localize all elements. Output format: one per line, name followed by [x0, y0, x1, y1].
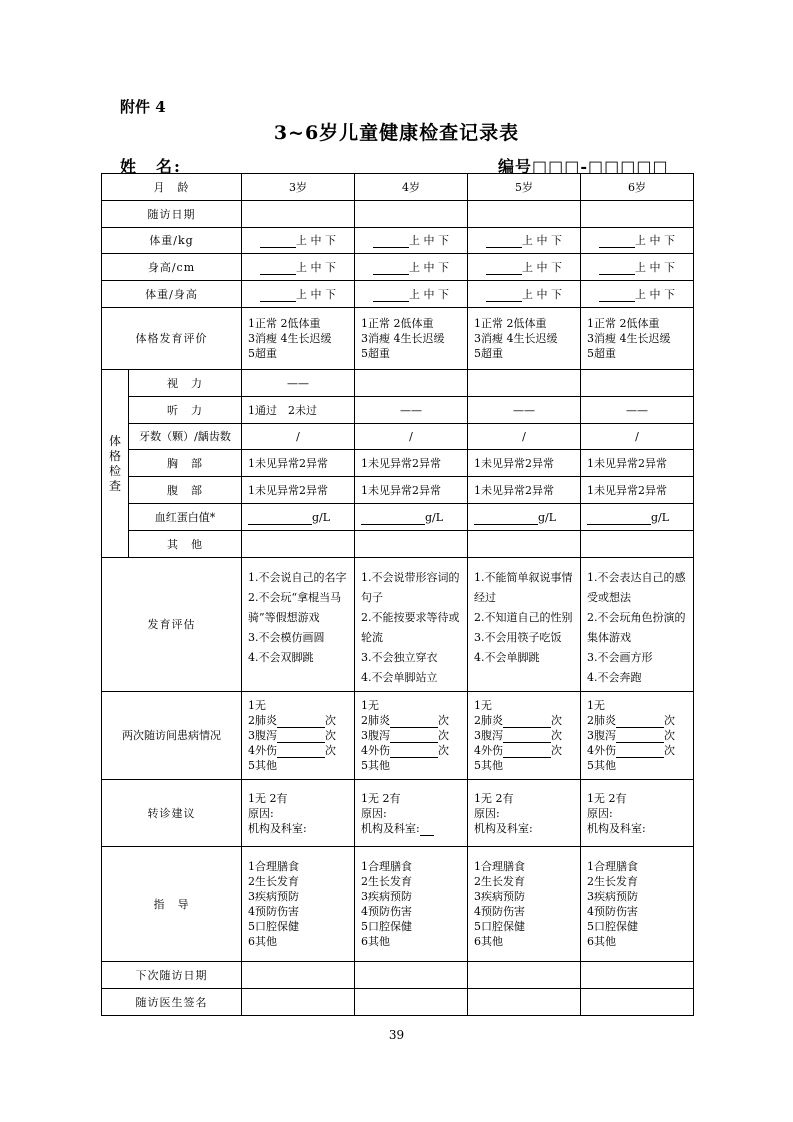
growth-option: 1正常 2低体重 [361, 317, 434, 330]
chest-cell[interactable]: 1未见异常2异常 [355, 450, 468, 477]
other-exam-label: 其 他 [129, 531, 242, 558]
chest-cell[interactable]: 1未见异常2异常 [468, 450, 581, 477]
illness-cell[interactable]: 1无 2肺炎 次 3腹泻 次 4外伤 次 5其他 [242, 692, 355, 780]
weight-height-cell[interactable] [355, 281, 468, 308]
vision-cell[interactable] [355, 370, 468, 397]
weight-height-row [102, 281, 694, 308]
referral-cell[interactable]: 1无 2有 原因: 机构及科室: [355, 780, 468, 847]
weight-height-blank[interactable] [599, 289, 635, 302]
next-visit-cell[interactable] [242, 962, 355, 989]
growth-option: 3消瘦 4生长迟缓 [474, 332, 558, 345]
hemoglobin-blank[interactable] [587, 512, 651, 525]
level-options: 上 中 下 [522, 234, 562, 247]
growth-option: 5超重 [587, 347, 616, 360]
height-blank[interactable] [373, 262, 409, 275]
growth-option: 5超重 [474, 347, 503, 360]
next-visit-cell[interactable] [355, 962, 468, 989]
guidance-row [102, 847, 694, 962]
hemoglobin-cell[interactable] [242, 504, 355, 531]
illness-cell[interactable]: 1无 2肺炎 次 3腹泻 次 4外伤 次 5其他 [468, 692, 581, 780]
referral-row [102, 780, 694, 847]
other-exam-cell[interactable] [581, 531, 694, 558]
doctor-signature-cell[interactable] [355, 989, 468, 1016]
doctor-signature-cell[interactable] [581, 989, 694, 1016]
vision-cell[interactable] [581, 370, 694, 397]
teeth-label: 牙数（颗）/龋齿数 [129, 424, 242, 450]
hemoglobin-row [102, 504, 694, 531]
weight-height-cell[interactable] [242, 281, 355, 308]
referral-label: 转诊建议 [102, 780, 242, 847]
chest-row [102, 450, 694, 477]
development-cell[interactable]: 1.不会说自己的名字 2.不会玩“拿棍当马骑”等假想游戏 3.不会模仿画圆 4.不会双脚跳 [242, 558, 355, 692]
other-exam-row [102, 531, 694, 558]
height-cell[interactable] [581, 254, 694, 281]
growth-eval-cell[interactable] [355, 308, 468, 370]
teeth-cell[interactable]: / [581, 424, 694, 450]
hearing-cell[interactable]: —— [468, 397, 581, 424]
guidance-cell[interactable]: 1合理膳食 2生长发育 3疾病预防 4预防伤害 5口腔保健 6其他 [581, 847, 694, 962]
hemoglobin-cell[interactable] [581, 504, 694, 531]
chest-cell[interactable]: 1未见异常2异常 [242, 450, 355, 477]
guidance-cell[interactable]: 1合理膳食 2生长发育 3疾病预防 4预防伤害 5口腔保健 6其他 [468, 847, 581, 962]
growth-eval-label: 体格发育评价 [102, 308, 242, 370]
growth-option: 3消瘦 4生长迟缓 [587, 332, 671, 345]
hemoglobin-unit: g/L [538, 510, 557, 524]
development-cell[interactable]: 1.不会表达自己的感受或想法 2.不会玩角色扮演的集体游戏 3.不会画方形 4.不会奔跑 [581, 558, 694, 692]
hearing-cell[interactable]: 1通过 2未过 [242, 397, 355, 424]
growth-option: 1正常 2低体重 [248, 317, 321, 330]
code-label: 编号□□□-□□□□□ [498, 157, 669, 176]
doctor-signature-cell[interactable] [242, 989, 355, 1016]
teeth-cell[interactable]: / [355, 424, 468, 450]
level-options: 上 中 下 [522, 260, 562, 274]
doctor-signature-label: 随访医生签名 [102, 989, 242, 1016]
referral-cell[interactable]: 1无 2有 原因: 机构及科室: [581, 780, 694, 847]
height-cell[interactable] [242, 254, 355, 281]
abdomen-cell[interactable]: 1未见异常2异常 [581, 477, 694, 504]
level-options: 上 中 下 [409, 287, 449, 301]
illness-row [102, 692, 694, 780]
hemoglobin-cell[interactable] [355, 504, 468, 531]
other-exam-cell[interactable] [242, 531, 355, 558]
growth-eval-cell[interactable] [581, 308, 694, 370]
height-row [102, 254, 694, 281]
hearing-cell[interactable]: —— [355, 397, 468, 424]
age-5: 5岁 [468, 174, 581, 201]
age-3: 3岁 [242, 174, 355, 201]
weight-cell[interactable] [468, 228, 581, 254]
height-blank[interactable] [486, 262, 522, 275]
development-cell[interactable]: 1.不会说带形容词的句子 2.不能按要求等待或轮流 3.不会独立穿衣 4.不会单脚站立 [355, 558, 468, 692]
illness-cell[interactable]: 1无 2肺炎 次 3腹泻 次 4外伤 次 5其他 [355, 692, 468, 780]
hemoglobin-unit: g/L [651, 510, 670, 524]
growth-option: 1正常 2低体重 [587, 317, 660, 330]
weight-height-blank[interactable] [373, 289, 409, 302]
attachment-label: 附件 4 [120, 98, 166, 116]
level-options: 上 中 下 [296, 260, 336, 274]
next-visit-cell[interactable] [581, 962, 694, 989]
next-visit-cell[interactable] [468, 962, 581, 989]
growth-eval-cell[interactable] [468, 308, 581, 370]
level-options: 上 中 下 [409, 260, 449, 274]
chest-label: 胸 部 [129, 450, 242, 477]
level-options: 上 中 下 [635, 260, 675, 274]
growth-option: 1正常 2低体重 [474, 317, 547, 330]
visit-date-cell[interactable] [355, 201, 468, 228]
level-options: 上 中 下 [635, 234, 675, 247]
illness-label: 两次随访间患病情况 [102, 692, 242, 780]
growth-option: 5超重 [361, 347, 390, 360]
weight-row [102, 228, 694, 254]
age-row [102, 174, 694, 201]
growth-option: 5超重 [248, 347, 277, 360]
development-cell[interactable]: 1.不能简单叙说事情经过 2.不知道自己的性别 3.不会用筷子吃饭 4.不会单脚跳 [468, 558, 581, 692]
weight-cell[interactable] [242, 228, 355, 254]
height-label: 身高/cm [102, 254, 242, 281]
weight-height-blank[interactable] [260, 289, 296, 302]
next-visit-row [102, 962, 694, 989]
illness-cell[interactable]: 1无 2肺炎 次 3腹泻 次 4外伤 次 5其他 [581, 692, 694, 780]
vision-row [102, 370, 694, 397]
referral-cell[interactable]: 1无 2有 原因: 机构及科室: [468, 780, 581, 847]
name-label: 姓 名: [120, 157, 182, 176]
vision-cell[interactable]: —— [242, 370, 355, 397]
weight-blank[interactable] [486, 235, 522, 248]
hemoglobin-label: 血红蛋白值* [129, 504, 242, 531]
doctor-signature-row [102, 989, 694, 1016]
other-exam-cell[interactable] [355, 531, 468, 558]
vision-cell[interactable] [468, 370, 581, 397]
growth-eval-cell[interactable] [242, 308, 355, 370]
growth-eval-row [102, 308, 694, 370]
health-record-table [101, 173, 694, 1016]
abdomen-row [102, 477, 694, 504]
hearing-label: 听 力 [129, 397, 242, 424]
guidance-cell[interactable]: 1合理膳食 2生长发育 3疾病预防 4预防伤害 5口腔保健 6其他 [355, 847, 468, 962]
weight-blank[interactable] [373, 235, 409, 248]
vision-label: 视 力 [129, 370, 242, 397]
age-6: 6岁 [581, 174, 694, 201]
development-row [102, 558, 694, 692]
abdomen-label: 腹 部 [129, 477, 242, 504]
hemoglobin-blank[interactable] [361, 512, 425, 525]
chest-cell[interactable]: 1未见异常2异常 [581, 450, 694, 477]
hemoglobin-unit: g/L [312, 510, 331, 524]
weight-height-blank[interactable] [486, 289, 522, 302]
teeth-row [102, 424, 694, 450]
age-label: 月 龄 [102, 174, 242, 201]
visit-date-label: 随访日期 [102, 201, 242, 228]
weight-cell[interactable] [355, 228, 468, 254]
abdomen-cell[interactable]: 1未见异常2异常 [242, 477, 355, 504]
visit-date-cell[interactable] [242, 201, 355, 228]
abdomen-cell[interactable]: 1未见异常2异常 [355, 477, 468, 504]
hemoglobin-cell[interactable] [468, 504, 581, 531]
physical-exam-group-label: 体 格 检 查 [102, 370, 129, 558]
visit-date-cell[interactable] [468, 201, 581, 228]
other-exam-cell[interactable] [468, 531, 581, 558]
hemoglobin-blank[interactable] [474, 512, 538, 525]
visit-date-row [102, 201, 694, 228]
guidance-cell[interactable]: 1合理膳食 2生长发育 3疾病预防 4预防伤害 5口腔保健 6其他 [242, 847, 355, 962]
height-blank[interactable] [260, 262, 296, 275]
weight-height-cell[interactable] [468, 281, 581, 308]
weight-cell[interactable] [581, 228, 694, 254]
form-title: 3~6岁儿童健康检查记录表 [273, 122, 520, 144]
guidance-label: 指 导 [102, 847, 242, 962]
weight-height-label: 体重/身高 [102, 281, 242, 308]
hearing-cell[interactable]: —— [581, 397, 694, 424]
hearing-row [102, 397, 694, 424]
doctor-signature-cell[interactable] [468, 989, 581, 1016]
age-4: 4岁 [355, 174, 468, 201]
referral-cell[interactable]: 1无 2有 原因: 机构及科室: [242, 780, 355, 847]
weight-label: 体重/kg [102, 228, 242, 254]
growth-option: 3消瘦 4生长迟缓 [248, 332, 332, 345]
teeth-cell[interactable]: / [468, 424, 581, 450]
weight-height-cell[interactable] [581, 281, 694, 308]
level-options: 上 中 下 [296, 287, 336, 301]
weight-blank[interactable] [599, 235, 635, 248]
teeth-cell[interactable]: / [242, 424, 355, 450]
height-cell[interactable] [355, 254, 468, 281]
next-visit-label: 下次随访日期 [102, 962, 242, 989]
growth-option: 3消瘦 4生长迟缓 [361, 332, 445, 345]
abdomen-cell[interactable]: 1未见异常2异常 [468, 477, 581, 504]
height-cell[interactable] [468, 254, 581, 281]
visit-date-cell[interactable] [581, 201, 694, 228]
level-options: 上 中 下 [635, 287, 675, 301]
development-label: 发育评估 [102, 558, 242, 692]
level-options: 上 中 下 [296, 234, 336, 247]
height-blank[interactable] [599, 262, 635, 275]
hemoglobin-unit: g/L [425, 510, 444, 524]
weight-blank[interactable] [260, 235, 296, 248]
hemoglobin-blank[interactable] [248, 512, 312, 525]
level-options: 上 中 下 [522, 287, 562, 301]
page-number: 39 [388, 1028, 405, 1042]
level-options: 上 中 下 [409, 234, 449, 247]
